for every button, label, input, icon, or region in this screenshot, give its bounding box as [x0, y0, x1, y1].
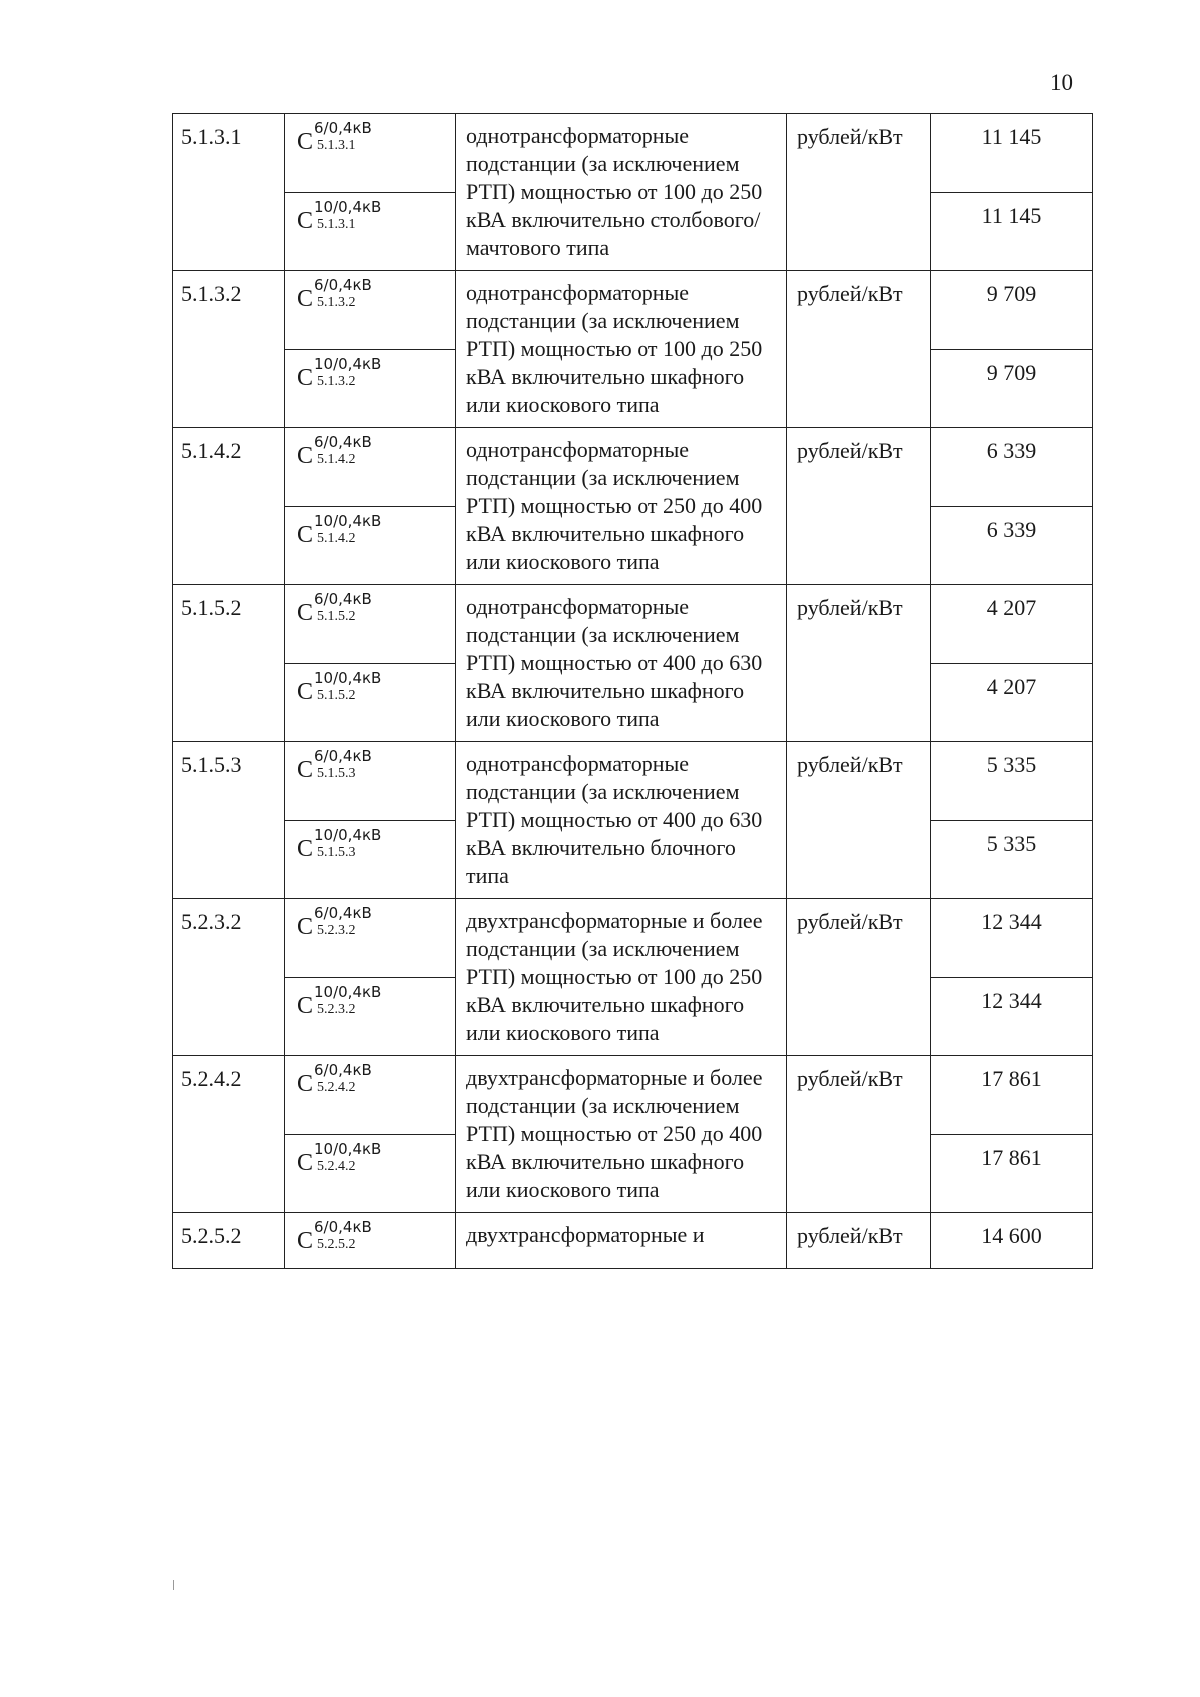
row-code: 5.1.4.2	[173, 428, 285, 585]
symbol-cell-6kv	[285, 585, 456, 664]
value-6kv: 17 861	[931, 1056, 1093, 1135]
rate-symbol	[297, 1139, 417, 1181]
symbol-base: C	[297, 678, 314, 705]
symbol-base: C	[297, 129, 314, 155]
symbol-cell-10kv	[285, 663, 456, 742]
symbol-base: C	[297, 364, 314, 391]
row-unit: рублей/кВт	[787, 1213, 931, 1269]
symbol-voltage: 10/0,4кВ	[314, 668, 382, 687]
symbol-voltage: 6/0,4кВ	[314, 276, 372, 294]
symbol-base: C	[297, 521, 314, 548]
symbol-voltage: 6/0,4кВ	[314, 1218, 372, 1236]
value-10kv: 9 709	[931, 349, 1093, 428]
row-description: однотрансформаторные подстанции (за исключением РТП) мощностью от 100 до 250 кВА включительно столбового/мачтового типа	[456, 114, 787, 271]
row-code: 5.1.5.3	[173, 742, 285, 899]
value-6kv: 11 145	[931, 114, 1093, 193]
value-6kv: 12 344	[931, 899, 1093, 978]
value-6kv: 14 600	[931, 1213, 1093, 1269]
rate-symbol	[297, 197, 417, 239]
symbol-cell-10kv	[285, 506, 456, 585]
symbol-index: 5.1.5.2	[317, 687, 356, 703]
row-code: 5.1.3.1	[173, 114, 285, 271]
row-unit: рублей/кВт	[787, 585, 931, 742]
table-row	[173, 428, 1093, 507]
row-unit: рублей/кВт	[787, 428, 931, 585]
symbol-index: 5.2.4.2	[317, 1158, 356, 1174]
symbol-index: 5.1.5.3	[317, 844, 356, 860]
table-row	[173, 271, 1093, 350]
row-code: 5.2.3.2	[173, 899, 285, 1056]
symbol-index: 5.1.3.1	[317, 216, 356, 232]
symbol-base: C	[297, 992, 314, 1019]
rate-symbol	[297, 904, 417, 945]
symbol-voltage: 6/0,4кВ	[314, 119, 372, 137]
value-6kv: 4 207	[931, 585, 1093, 664]
symbol-base: C	[297, 835, 314, 862]
row-description: однотрансформаторные подстанции (за исключением РТП) мощностью от 100 до 250 кВА включительно шкафного или киоскового типа	[456, 271, 787, 428]
symbol-base: C	[297, 443, 314, 469]
symbol-voltage: 6/0,4кВ	[314, 904, 372, 922]
row-unit: рублей/кВт	[787, 114, 931, 271]
rate-symbol	[297, 511, 417, 553]
symbol-cell-6kv	[285, 428, 456, 507]
table-row	[173, 742, 1093, 821]
symbol-voltage: 6/0,4кВ	[314, 433, 372, 451]
row-unit: рублей/кВт	[787, 1056, 931, 1213]
symbol-index: 5.2.3.2	[317, 923, 356, 938]
symbol-cell-10kv	[285, 192, 456, 271]
symbol-voltage: 10/0,4кВ	[314, 1139, 382, 1158]
rate-symbol	[297, 433, 417, 474]
symbol-cell-10kv	[285, 977, 456, 1056]
table-row	[173, 899, 1093, 978]
tariff-table	[172, 113, 1093, 1269]
rate-symbol	[297, 982, 417, 1024]
symbol-base: C	[297, 1228, 314, 1254]
value-10kv: 17 861	[931, 1134, 1093, 1213]
symbol-index: 5.1.4.2	[317, 530, 356, 546]
rate-symbol	[297, 119, 417, 160]
row-description: однотрансформаторные подстанции (за исключением РТП) мощностью от 400 до 630 кВА включительно шкафного или киоскового типа	[456, 585, 787, 742]
rate-symbol	[297, 668, 417, 710]
symbol-index: 5.1.5.2	[317, 609, 356, 624]
row-code: 5.2.5.2	[173, 1213, 285, 1269]
row-description: однотрансформаторные подстанции (за исключением РТП) мощностью от 400 до 630 кВА включительно блочного типа	[456, 742, 787, 899]
symbol-index: 5.2.3.2	[317, 1001, 356, 1017]
symbol-index: 5.1.5.3	[317, 766, 356, 781]
margin-mark	[173, 1580, 174, 1590]
symbol-voltage: 6/0,4кВ	[314, 747, 372, 765]
row-unit: рублей/кВт	[787, 899, 931, 1056]
value-6kv: 5 335	[931, 742, 1093, 821]
symbol-voltage: 10/0,4кВ	[314, 354, 382, 373]
row-unit: рублей/кВт	[787, 271, 931, 428]
row-description: однотрансформаторные подстанции (за исключением РТП) мощностью от 250 до 400 кВА включительно шкафного или киоскового типа	[456, 428, 787, 585]
symbol-cell-10kv	[285, 820, 456, 899]
symbol-voltage: 10/0,4кВ	[314, 511, 382, 530]
symbol-cell-10kv	[285, 1134, 456, 1213]
value-10kv: 6 339	[931, 506, 1093, 585]
symbol-cell-6kv	[285, 271, 456, 350]
value-10kv: 4 207	[931, 663, 1093, 742]
symbol-index: 5.1.3.2	[317, 373, 356, 389]
symbol-base: C	[297, 286, 314, 312]
symbol-voltage: 10/0,4кВ	[314, 825, 382, 844]
symbol-index: 5.1.3.2	[317, 295, 356, 310]
symbol-base: C	[297, 600, 314, 626]
rate-symbol	[297, 354, 417, 396]
symbol-index: 5.2.4.2	[317, 1080, 356, 1095]
value-10kv: 5 335	[931, 820, 1093, 899]
symbol-index: 5.1.3.1	[317, 138, 356, 153]
symbol-voltage: 6/0,4кВ	[314, 1061, 372, 1079]
rate-symbol	[297, 1218, 417, 1259]
value-6kv: 9 709	[931, 271, 1093, 350]
symbol-cell-6kv	[285, 899, 456, 978]
table-row	[173, 585, 1093, 664]
row-code: 5.1.3.2	[173, 271, 285, 428]
rate-symbol	[297, 825, 417, 867]
table-row	[173, 114, 1093, 193]
rate-symbol	[297, 747, 417, 788]
rate-symbol	[297, 1061, 417, 1102]
value-10kv: 12 344	[931, 977, 1093, 1056]
symbol-cell-6kv	[285, 742, 456, 821]
row-description: двухтрансформаторные и более подстанции (за исключением РТП) мощностью от 250 до 400 кВА включительно шкафного или киоскового типа	[456, 1056, 787, 1213]
symbol-index: 5.2.5.2	[317, 1237, 356, 1252]
row-description: двухтрансформаторные и	[456, 1213, 787, 1269]
row-code: 5.1.5.2	[173, 585, 285, 742]
page-number: 10	[1050, 70, 1073, 95]
row-description: двухтрансформаторные и более подстанции (за исключением РТП) мощностью от 100 до 250 кВА включительно шкафного или киоскового типа	[456, 899, 787, 1056]
symbol-cell-6kv	[285, 1056, 456, 1135]
row-unit: рублей/кВт	[787, 742, 931, 899]
symbol-cell-10kv	[285, 349, 456, 428]
symbol-base: C	[297, 914, 314, 940]
value-6kv: 6 339	[931, 428, 1093, 507]
symbol-voltage: 10/0,4кВ	[314, 982, 382, 1001]
symbol-voltage: 6/0,4кВ	[314, 590, 372, 608]
row-code: 5.2.4.2	[173, 1056, 285, 1213]
rate-symbol	[297, 276, 417, 317]
table-row	[173, 1056, 1093, 1135]
table-row	[173, 1213, 1093, 1269]
symbol-base: C	[297, 1071, 314, 1097]
symbol-base: C	[297, 207, 314, 234]
symbol-cell-6kv	[285, 114, 456, 193]
symbol-index: 5.1.4.2	[317, 452, 356, 467]
symbol-voltage: 10/0,4кВ	[314, 197, 382, 216]
symbol-cell-6kv	[285, 1213, 456, 1269]
rate-symbol	[297, 590, 417, 631]
value-10kv: 11 145	[931, 192, 1093, 271]
symbol-base: C	[297, 757, 314, 783]
symbol-base: C	[297, 1149, 314, 1176]
